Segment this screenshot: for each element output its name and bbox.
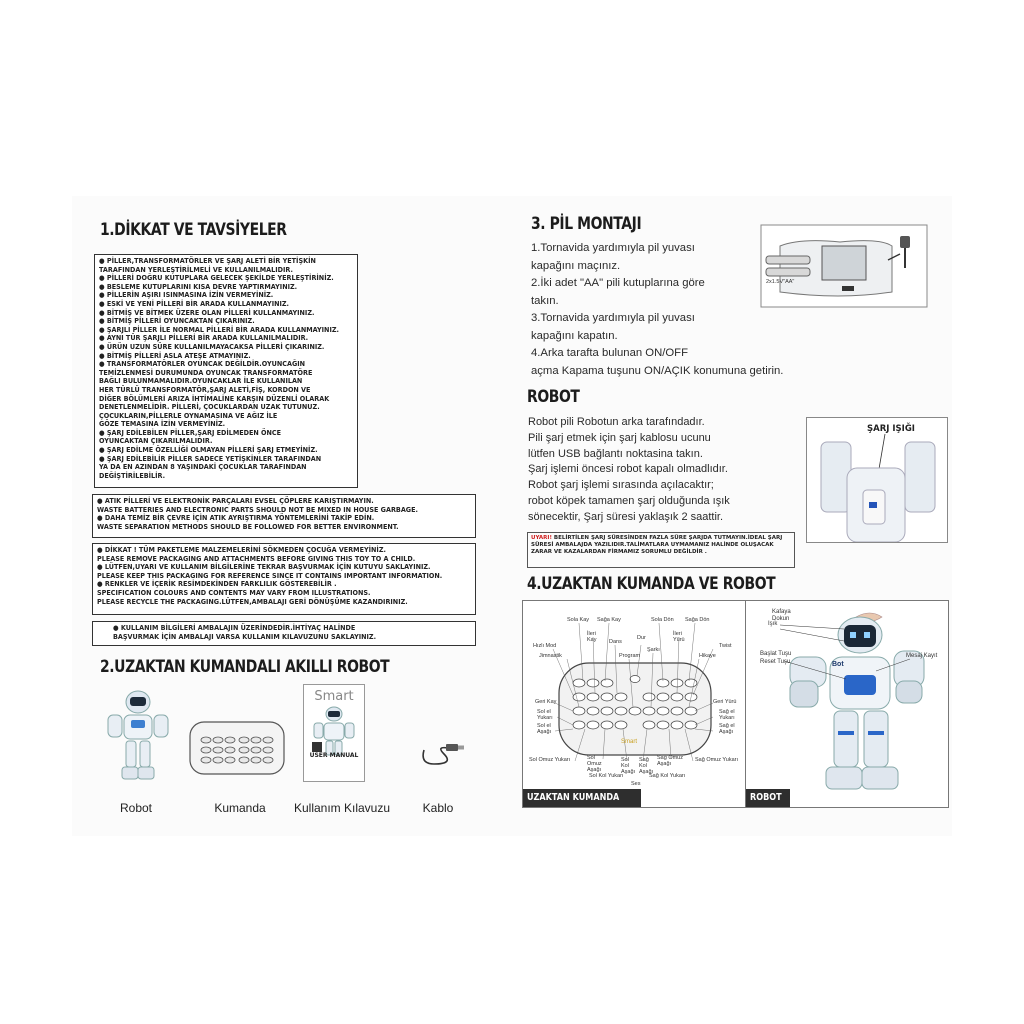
label-program: Program [619,653,641,659]
steps-line: açma Kapama tuşunu ON/AÇIK konumuna getirin. [531,364,784,377]
label-geri-kay: Geri Kay [535,699,557,705]
box1-line: ● TRANSFORMATÖRLER OYUNCAK DEĞİLDİR.OYUNCAĞIN [99,360,306,369]
item-label-manual: Kullanım Kılavuzu [293,801,391,815]
robotlines-line: lütfen USB bağlantı noktasina takın. [528,447,703,460]
box1-line: ● ŞARJ EDİLME ÖZELLİĞİ OLMAYAN PİLLERİ ŞARJ ETMEYİNİZ. [99,446,318,455]
warnings-box [94,254,358,488]
box2-line: ● ATIK PİLLERİ VE ELEKTRONİK PARÇALARI EVSEL ÇÖPLERE KARIŞTIRMAYIN. [97,497,374,505]
battery-steps [531,240,783,380]
box1-line: ● BİTMİŞ PİLLERİ ASLA ATEŞE ATMAYINIZ. [99,351,251,360]
section-title-smart-robot: 2.UZAKTAN KUMANDALI AKILLI ROBOT [100,657,390,677]
box1-line: DEĞİŞTİRİLEBİLİR. [99,471,166,480]
steps-line: kapağını maçınız. [531,259,621,272]
box3-line: PLEASE KEEP THIS PACKAGING FOR REFERENCE SINCE IT CONTAINS IMPORTANT INFORMATION. [97,571,443,580]
label-hikaye: Hikaye [699,653,716,659]
box2-line: WASTE BATTERIES AND ELECTRONIC PARTS SHOULD NOT BE MIXED IN HOUSE GARBAGE. [97,505,418,514]
robotlines-line: robot köpek tamamen şarj olduğunda ışık [528,494,730,507]
packaging-box [92,543,476,615]
warning-line-3: ZARAR VE KAZALARDAN FİRMAMIZ SORUMLU DEĞİLDİR . [531,548,707,555]
manual-title: USER MANUAL [309,752,359,759]
box3-line: PLEASE RECYCLE THE PACKAGING.LÜTFEN,AMBALAJI GERİ DÖNÜŞÜME KAZANDIRINIZ. [97,597,408,606]
item-label-cable: Kablo [422,801,454,815]
box1-line: ● BESLEME KUTUPLARINI KISA DEVRE YAPTIRMAYINIZ. [99,282,298,291]
robotlines-line: Robot şarj işlemi sırasında açılacaktır; [528,479,714,492]
label-saga-don: Sağa Dön [685,617,710,623]
steps-line: 2.İki adet "AA" pili kutuplarına göre [531,277,705,289]
label-sag-kol-asagi: Sağ Kol Aşağı [639,757,654,775]
label-hizli-mod: Hızlı Mod [533,643,557,649]
box2-line: ● DAHA TEMİZ BİR ÇEVRE İÇİN ATIK AYRIŞTIRMA YÖNTEMLERİNİ TAKİP EDİN. [97,514,375,523]
label-dans: Dans [609,639,622,645]
label-twist: Twist [719,643,732,649]
box1-line: ● PİLLERİN AŞIRI ISINMASINA İZİN VERMEYİNİZ. [99,291,274,300]
warning-prefix: UYARI! [531,535,552,541]
robot-section-title: ROBOT [527,387,580,407]
steps-line: 1.Tornavida yardımıyla pil yuvası [531,242,695,254]
label-mesaj-kayit: Mesaj Kayıt [906,653,938,659]
manual-robot-illustration [304,702,364,758]
remote-image [188,718,286,778]
section-title-warnings: 1.DİKKAT VE TAVSİYELER [100,220,287,240]
label-geri-yuru: Geri Yürü [713,699,737,705]
label-isik: Işık [768,621,778,627]
label-sarki: Şarkı [647,647,660,653]
label-sol-el-asagi: Sol el Aşağı [537,723,552,735]
box1-line: TARAFINDAN YERLEŞTİRİLMELİ VE KULLANILMALIDIR. [99,265,293,274]
label-sag-el-yukari: Sağ el Yukarı [719,709,735,721]
label-sag-el-asagi: Sağ el Aşağı [719,723,735,735]
box1-line: OYUNCAKTAN ÇIKARILMALIDIR. [99,437,213,446]
remote-bar: UZAKTAN KUMANDA [523,789,641,807]
robotlines-line: sönecektir, Şarj süresi yaklaşık 2 saattir. [528,510,724,523]
steps-line: 4.Arka tarafta bulunan ON/OFF [531,347,688,359]
label-ileri-yuru: İleri Yürü [673,631,685,643]
charge-light-image [806,417,948,543]
label-sol-el-yukari: Sol el Yukarı [537,709,553,721]
section-title-remote-robot: 4.UZAKTAN KUMANDA VE ROBOT [527,574,776,594]
box1-line: DENETLENMELİDİR. PİLLERİ, ÇOCUKLARDAN UZAK TUTUNUZ. [99,403,320,412]
robotlines-line: Şarj işlemi öncesi robot kapalı olmadlıdır. [528,463,728,476]
usage-info-box [92,621,476,646]
label-sag-omuz-yukari: Sağ Omuz Yukarı [695,757,739,763]
robotlines-line: Robot pili Robotun arka tarafındadır. [528,416,705,428]
box1-line: YA DA EN AZINDAN 8 YAŞINDAKİ ÇOCUKLAR TARAFINDAN [99,463,307,472]
section-title-battery: 3. PİL MONTAJI [531,214,642,234]
label-reset-tusu: Reset Tuşu [760,659,791,665]
item-label-remote: Kumanda [214,801,266,815]
charge-light-label: ŞARJ IŞIĞI [867,424,915,434]
remote-brand: Smart [621,739,638,745]
box1-line: ● BİTMİŞ VE BİTMEK ÜZERE OLAN PİLLERİ KULLANMAYINIZ. [99,308,315,317]
remote-diagram [522,600,746,808]
steps-line: takın. [531,294,559,307]
label-kafaya-dokun: Kafaya Dokun [772,609,791,622]
label-sol-omuz-yukari: Sol Omuz Yukarı [529,757,571,763]
battery-compartment-image [760,224,928,308]
box1-line: HER TÜRLÜ TRANSFORMATÖR,ŞARJ ALETİ,FİŞ, KORDON VE [99,385,311,394]
robot-charging-text [528,415,730,526]
label-sol-kol-yukari: Sol Kol Yukarı [589,773,624,779]
label-sag-kol-yukari: Sağ Kol Yukarı [649,773,686,779]
box1-line: DİĞER BÖLÜMLERİ ARIZA İHTİMALİNE KARŞIN DÜZENLİ OLARAK [99,394,330,403]
warning-box [527,532,795,568]
label-baslat-tusu: Başlat Tuşu [760,651,792,657]
box1-line: ● PİLLER,TRANSFORMATÖRLER VE ŞARJ ALETİ BİR YETİŞKİN [99,257,316,265]
robotlines-line: Pili şarj etmek için şarj kablosu ucunu [528,431,711,444]
box3-line: ● LÜTFEN,UYARI VE KULLANIM BİLGİLERİNE TEKRAR BAŞVURMAK İÇİN KUTUYU SAKLAYINIZ. [97,563,431,572]
box4-line: BAŞVURMAK İÇİN AMBALAJI VARSA KULLANIM KILAVUZUNU SAKLAYINIZ. [113,632,377,641]
box3-line: ● RENKLER VE İÇERİK RESİMDEKİNDEN FARKLILIK GÖSTEREBİLİR . [97,580,337,589]
battery-label: 2x1.5V"AA" [766,279,795,285]
box3-line: ● DİKKAT ! TÜM PAKETLEME MALZEMELERİNİ SÖKMEDEN ÇOCUĞA VERMEYİNİZ. [97,546,386,554]
manual-brand: Smart [314,689,354,704]
box1-line: ● ÜRÜN UZUN SÜRE KULLANILMAYACAKSA PİLLERİ ÇIKARINIZ. [99,342,325,351]
box1-line: ● ŞARJLI PİLLER İLE NORMAL PİLLERİ BİR ARADA KULLANMAYINIZ. [99,325,339,334]
label-sola-kay: Sola Kay [567,617,590,623]
warning-line-2: SÜRESİ AMBALAJDA YAZILIDIR.TALİMATLARA UYMAMANIZ HALİNDE OLUŞACAK [531,541,774,548]
box3-line: SPECIFICATION COLOURS AND CONTENTS MAY VARY FROM ILLUSTRATIONS. [97,588,371,597]
item-label-robot: Robot [119,801,153,815]
warning-line-1: BELİRTİLEN ŞARJ SÜRESİNDEN FAZLA SÜRE ŞARJDA TUTMAYIN.İDEAL ŞARJ [551,535,783,541]
label-ses: Ses [631,781,641,787]
box1-line: ÇOCUKLARIN,PİLLERLE OYNAMASINA VE AĞIZ İLE [99,411,278,420]
robot-diagram [745,600,949,808]
robot-chest-logo: Bot [832,661,844,668]
box1-line: TEMİZLENMESİ DURUMUNDA OYUNCAK TRANSFORMATÖRE [99,368,313,377]
robot-bar: ROBOT [746,789,790,807]
box3-line: PLEASE REMOVE PACKAGING AND ATTACHMENTS BEFORE GIVING THIS TOY TO A CHILD. [97,554,416,563]
label-dur: Dur [637,635,646,641]
box1-line: ● PİLLERİ DOĞRU KUTUPLARA GELECEK ŞEKİLDE YERLEŞTİRİNİZ. [99,274,334,283]
box1-line: BAĞLI BULUNMAMALIDIR.OYUNCAKLAR İLE KULLANILAN [99,377,303,386]
box1-line: ● AYNI TÜR ŞARJLI PİLLERİ BİR ARADA KULLANILMALIDIR. [99,334,309,343]
box1-line: ● BİTMİŞ PİLLERİ OYUNCAKTAN ÇIKARINIZ. [99,317,255,326]
box1-line: ● ŞARJ EDİLEBİLİR PİLLER SADECE YETİŞKİNLER TARAFINDAN [99,454,322,463]
robot-image [98,685,178,785]
box1-line: ● ESKİ VE YENİ PİLLERİ BİR ARADA KULLANMAYINIZ. [99,299,289,308]
label-ileri-kay: İleri Kay [587,631,597,643]
user-manual-image [303,684,365,782]
box2-line: WASTE SEPARATION METHODS SHOULD BE FOLLOWED FOR BETTER ENVIRONMENT. [97,522,399,531]
box4-line: ● KULLANIM BİLGİLERİ AMBALAJIN ÜZERİNDEDİR.İHTİYAÇ HALİNDE [113,624,356,632]
box1-line: GÖZE TEMASINA İZİN VERMEYİNİZ. [99,420,226,429]
label-sol-kol-asagi: Sol Kol Aşağı [621,757,636,775]
label-sol-omuz-asagi: Sol Omuz Aşağı [587,755,602,773]
label-saga-kay: Sağa Kay [597,617,621,623]
label-sola-don: Sola Dön [651,617,674,623]
waste-box [92,494,476,538]
steps-line: kapağını kapatın. [531,329,618,342]
box1-line: ● ŞARJ EDİLEBİLEN PİLLER,ŞARJ EDİLMEDEN ÖNCE [99,428,282,437]
label-jimnastik: Jimnastik [539,653,562,659]
cable-image [418,740,466,770]
label-sag-omuz-asagi: Sağ Omuz Aşağı [657,755,683,767]
steps-line: 3.Tornavida yardımıyla pil yuvası [531,312,695,324]
